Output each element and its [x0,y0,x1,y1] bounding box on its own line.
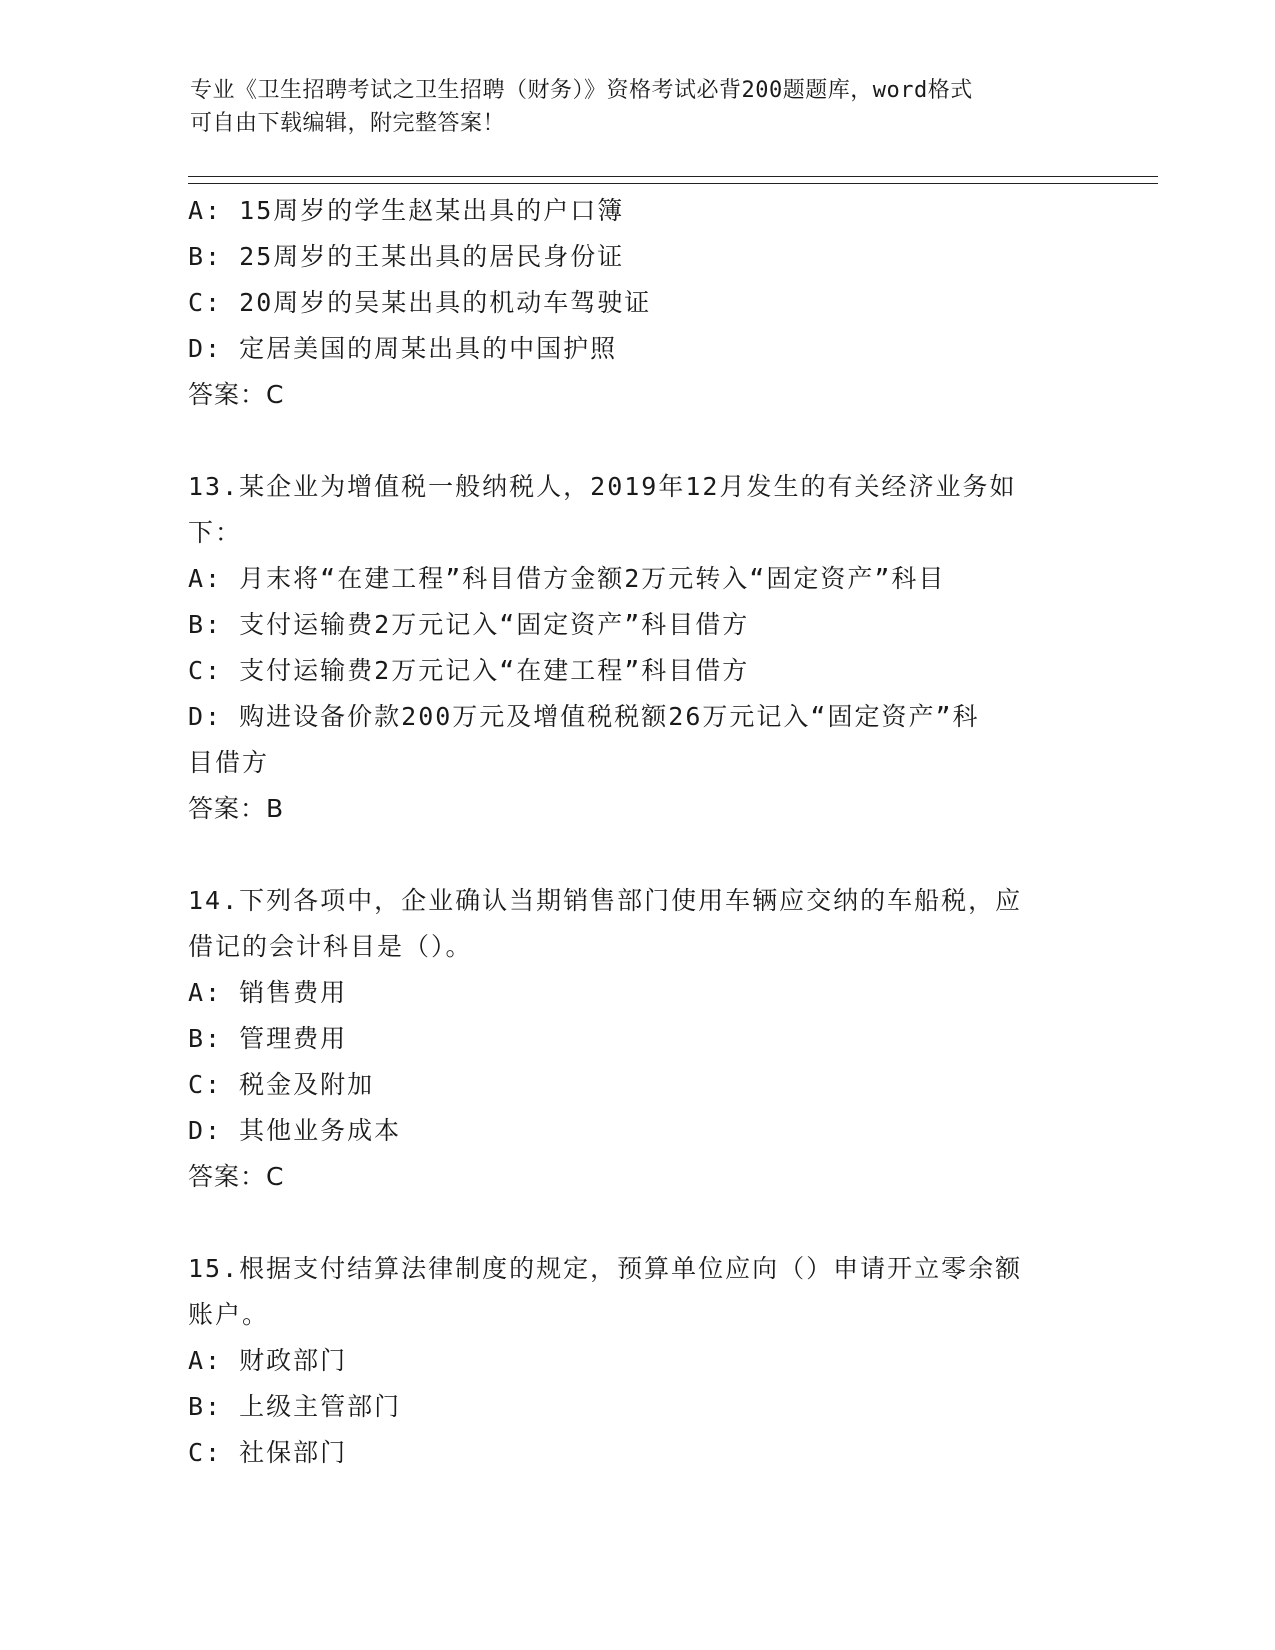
option-c: C: 20周岁的吴某出具的机动车驾驶证 [188,288,652,317]
option-d: D: 其他业务成本 [188,1116,402,1145]
option-d-cont: 目借方 [188,748,270,777]
question-13 [188,464,1088,832]
question-stem: 14.下列各项中，企业确认当期销售部门使用车辆应交纳的车船税，应 [188,886,1023,915]
option-b: B: 管理费用 [188,1024,348,1053]
option-d: D: 定居美国的周某出具的中国护照 [188,334,618,363]
option-a: A: 月末将“在建工程”科目借方金额2万元转入“固定资产”科目 [188,564,946,593]
option-b: B: 支付运输费2万元记入“固定资产”科目借方 [188,610,750,639]
header-line-2: 可自由下载编辑，附完整答案！ [190,111,506,136]
question-stem: 15.根据支付结算法律制度的规定，预算单位应向（）申请开立零余额 [188,1254,1023,1283]
question-12-tail [188,188,1088,418]
answer-line: 答案：B [188,794,285,823]
option-c: C: 税金及附加 [188,1070,375,1099]
option-d: D: 购进设备价款200万元及增值税税额26万元记入“固定资产”科 [188,702,980,731]
question-15 [188,1246,1088,1476]
option-c: C: 社保部门 [188,1438,348,1467]
question-stem-cont: 下： [188,518,243,547]
option-b: B: 上级主管部门 [188,1392,402,1421]
header-divider [188,176,1158,184]
option-a: A: 销售费用 [188,978,348,1007]
question-gap [188,418,1088,464]
option-a: A: 财政部门 [188,1346,348,1375]
option-b: B: 25周岁的王某出具的居民身份证 [188,242,625,271]
option-a: A: 15周岁的学生赵某出具的户口簿 [188,196,625,225]
document-header [190,74,1070,140]
answer-line: 答案：C [188,1162,285,1191]
question-list [188,188,1088,1476]
answer-line: 答案：C [188,380,285,409]
option-c: C: 支付运输费2万元记入“在建工程”科目借方 [188,656,750,685]
question-14 [188,878,1088,1200]
question-stem: 13.某企业为增值税一般纳税人，2019年12月发生的有关经济业务如 [188,472,1017,501]
question-gap [188,832,1088,878]
header-line-1: 专业《卫生招聘考试之卫生招聘（财务）》资格考试必背200题题库，word格式 [190,78,973,103]
question-gap [188,1200,1088,1246]
question-stem-cont: 账户。 [188,1300,270,1329]
question-stem-cont: 借记的会计科目是（）。 [188,932,473,961]
